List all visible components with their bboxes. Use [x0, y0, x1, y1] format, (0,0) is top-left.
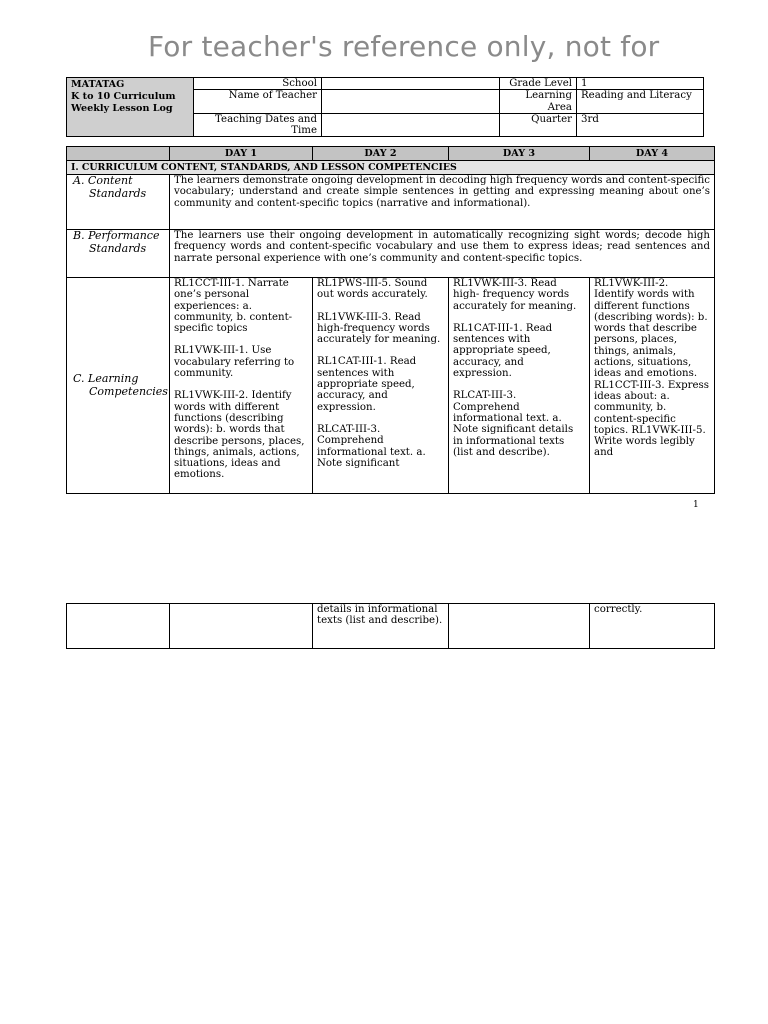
school-label: School: [194, 78, 322, 90]
competency-item: RL1VWK-III-3. Read high- frequency words accurately for meaning.: [453, 278, 577, 312]
competency-item: RL1CAT-III-1. Read sentences with appropriate speed, accuracy, and expression.: [317, 356, 417, 413]
continuation-day2: details in informational texts (list and describe).: [313, 604, 449, 649]
continuation-day1: [170, 604, 313, 649]
brand-line: K to 10 Curriculum: [71, 91, 176, 102]
teacher-field[interactable]: [322, 90, 500, 114]
learning-competencies-label: [67, 278, 170, 494]
continuation-label-cell: [67, 604, 170, 649]
competency-item: RL1VWK-III-3. Read high-frequency words accurately for meaning.: [317, 311, 441, 346]
row-label-text: C. Learning Competencies: [73, 372, 168, 398]
lesson-log-table: [66, 146, 715, 494]
brand-line: Weekly Lesson Log: [71, 103, 173, 114]
header-table: [66, 77, 704, 137]
day-header: DAY 1: [170, 147, 313, 161]
learning-area-field[interactable]: Reading and Literacy: [577, 90, 704, 114]
continuation-day4: correctly.: [590, 604, 715, 649]
competency-item: RL1CCT-III-1. Narrate one’s personal experiences: a. community, b. content- specific topics: [174, 278, 293, 335]
competency-item: RL1CAT-III-1. Read sentences with appropriate speed, accuracy, and expression.: [453, 322, 553, 380]
row-label-text: A. Content Standards: [73, 174, 147, 200]
day-header: DAY 2: [313, 147, 449, 161]
watermark-text: For teacher's reference only, not for: [148, 30, 660, 63]
grade-level-field[interactable]: 1: [577, 78, 704, 90]
competency-item: RL1VWK-III-2. Identify words with different functions (describing words): b. words that describe persons, places, things, animals, actions, situations, ideas and emotions. RL1CCT-III-3. Express ideas about: a. community, b. content-specific topics. RL1VWK-III-5. Write words legibly and: [594, 278, 709, 459]
content-standards-text: The learners demonstrate ongoing development in decoding high frequency words and content-specific vocabulary; understand and create simple sentences in getting and expressing meaning about one’s community and content-specific topics (narrative and informational).: [170, 175, 715, 230]
quarter-label: Quarter: [500, 113, 577, 137]
day-header: DAY 3: [449, 147, 590, 161]
competency-item: RLCAT-III-3. Comprehend informational text. a. Note significant: [317, 423, 426, 469]
section-title: I. CURRICULUM CONTENT, STANDARDS, AND LESSON COMPETENCIES: [67, 161, 715, 175]
competency-item: RL1VWK-III-1. Use vocabulary referring to community.: [174, 345, 295, 380]
dates-label: Teaching Dates and Time: [194, 113, 322, 137]
competency-item: RL1VWK-III-2. Identify words with different functions (describing words): b. words that describe persons, places, things, animals, actions, situations, ideas and emotions.: [174, 390, 305, 481]
quarter-field[interactable]: 3rd: [577, 113, 704, 137]
day3-competencies: [449, 278, 590, 494]
continuation-table: [66, 603, 715, 649]
day-header: DAY 4: [590, 147, 715, 161]
teacher-label: Name of Teacher: [194, 90, 322, 114]
page-number: 1: [693, 500, 699, 510]
dates-field[interactable]: [322, 113, 500, 137]
corner-cell: [67, 147, 170, 161]
brand-block: [67, 78, 194, 137]
day2-competencies: [313, 278, 449, 494]
performance-standards-label: [67, 230, 170, 278]
grade-level-label: Grade Level: [500, 78, 577, 90]
competency-item: RL1PWS-III-5. Sound out words accurately.: [317, 278, 428, 301]
brand-line: MATATAG: [71, 79, 125, 90]
performance-standards-text: The learners use their ongoing development in automatically recognizing sight words; decode high frequency words and content-specific vocabulary and use them to express ideas; read sentences and narrate personal experience with one’s community and content-specific topics.: [170, 230, 715, 278]
competency-item: RLCAT-III-3. Comprehend informational text. a. Note significant details in informational texts (list and describe).: [453, 390, 574, 458]
continuation-day3: [449, 604, 590, 649]
content-standards-label: [67, 175, 170, 230]
learning-area-label: Learning Area: [500, 90, 577, 114]
day1-competencies: [170, 278, 313, 494]
row-label-text: B. Performance Standards: [73, 229, 160, 255]
day4-competencies: [590, 278, 715, 494]
school-field[interactable]: [322, 78, 500, 90]
